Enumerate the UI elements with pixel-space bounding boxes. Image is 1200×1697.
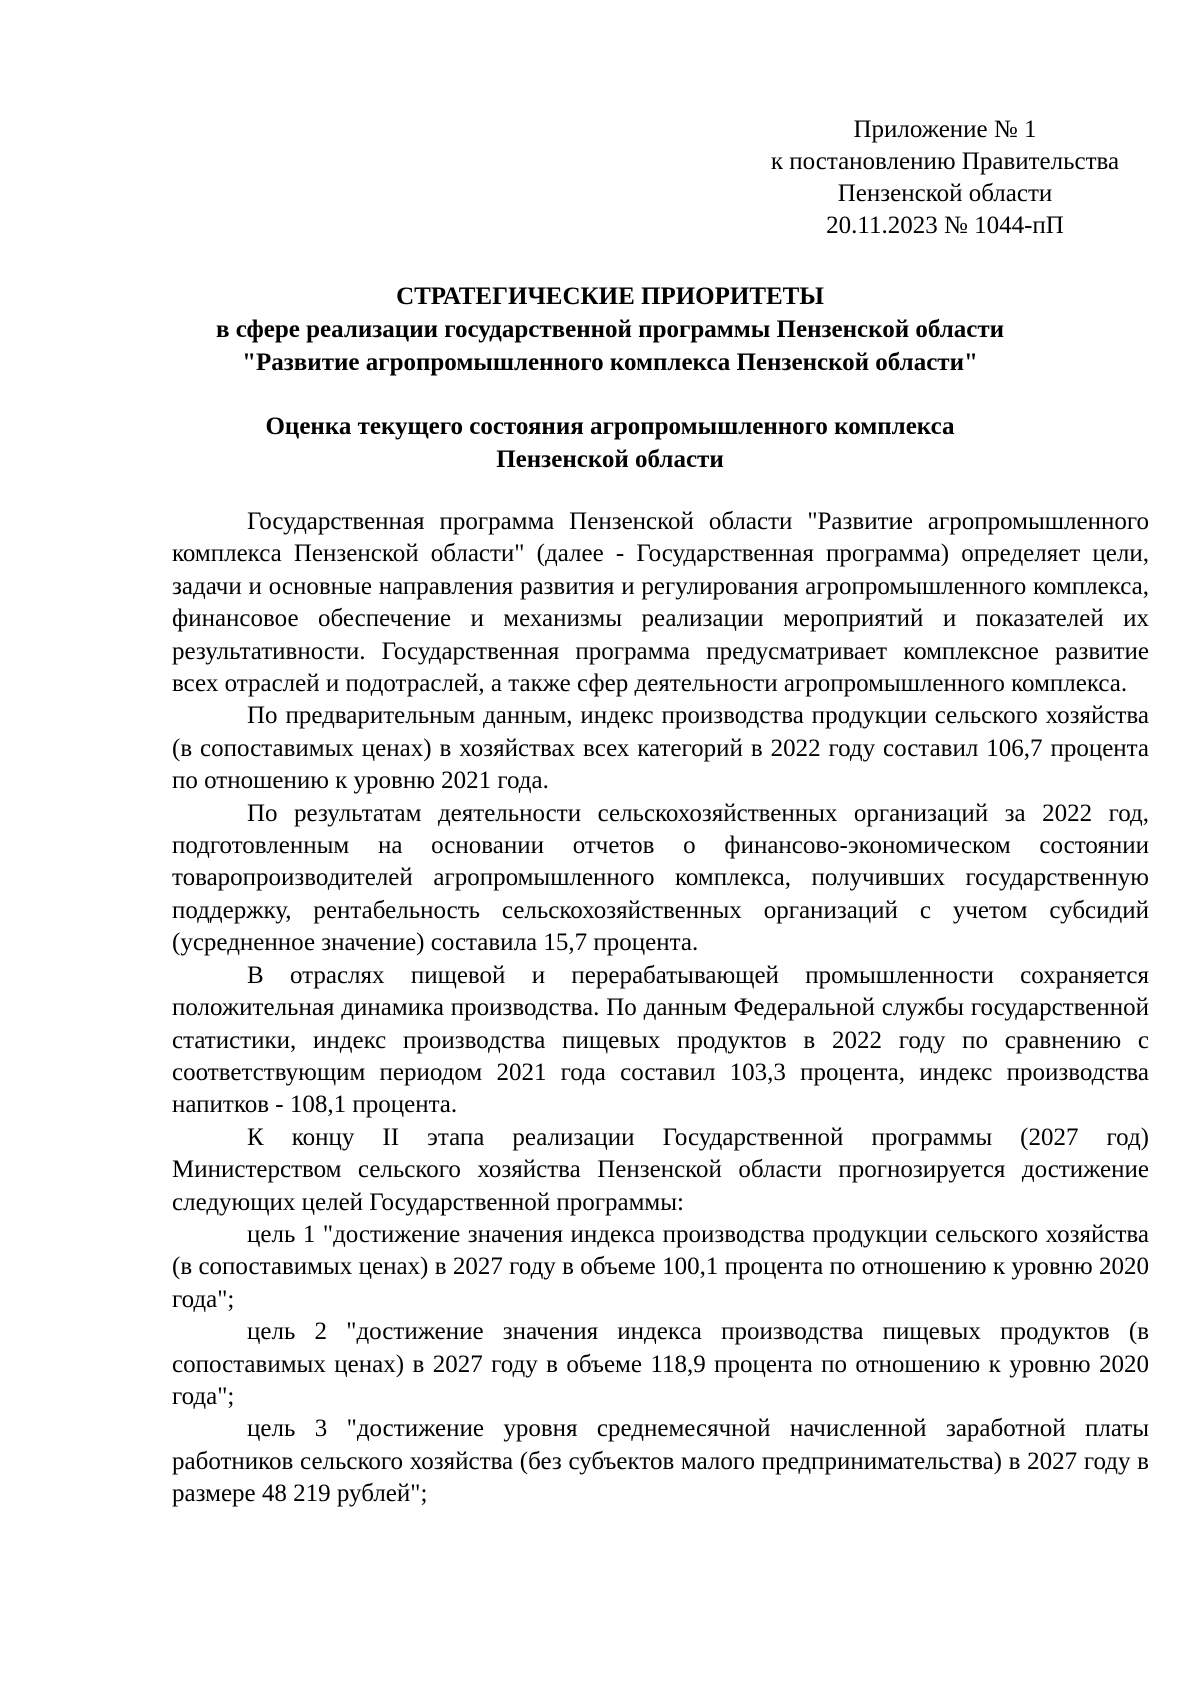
appendix-resolution-ref: к постановлению Правительства	[770, 148, 1120, 175]
title-line-3: "Развитие агропромышленного комплекса Пензенской области"	[242, 349, 978, 376]
section-heading	[150, 410, 1070, 476]
title-line-1: СТРАТЕГИЧЕСКИЕ ПРИОРИТЕТЫ	[396, 283, 824, 310]
appendix-header	[730, 114, 1160, 242]
appendix-number: Приложение № 1	[853, 116, 1037, 143]
document-title	[150, 280, 1070, 379]
title-line-2: в сфере реализации государственной программы Пензенской области	[215, 316, 1005, 343]
section-heading-line-1: Оценка текущего состояния агропромышленного комплекса	[265, 413, 955, 440]
goal-item-1: цель 1 "достижение значения индекса производства продукции сельского хозяйства (в сопоставимых ценах) в 2027 году в объеме 100,1 процента по отношению к уровню 2020 года";	[172, 1220, 1149, 1313]
paragraph-profitability: По результатам деятельности сельскохозяйственных организаций за 2022 год, подготовленным на основании отчетов о финансово-экономическом состоянии товаропроизводителей агропромышленного комплекса, получивших государственную поддержку, рентабельность сельскохозяйственных организаций с учетом субсидий (усредненное значение) составила 15,7 процента.	[172, 799, 1149, 957]
paragraph-food-industry: В отраслях пищевой и перерабатывающей промышленности сохраняется положительная динамика производства. По данным Федеральной службы государственной статистики, индекс производства пищевых продуктов в 2022 году по сравнению с соответствующим периодом 2021 года составил 103,3 процента, индекс производства напитков - 108,1 процента.	[172, 961, 1149, 1119]
paragraph-goals-intro: К концу II этапа реализации Государственной программы (2027 год) Министерством сельского хозяйства Пензенской области прогнозируется достижение следующих целей Государственной программы:	[172, 1123, 1149, 1216]
appendix-date-number: 20.11.2023 № 1044-пП	[826, 212, 1064, 239]
document-body	[172, 506, 1149, 1511]
goal-item-2: цель 2 "достижение значения индекса производства пищевых продуктов (в сопоставимых ценах) в 2027 году в объеме 118,9 процента по отношению к уровню 2020 года";	[172, 1318, 1149, 1410]
appendix-region: Пензенской области	[837, 180, 1053, 207]
paragraph-production-index: По предварительным данным, индекс производства продукции сельского хозяйства (в сопоставимых ценах) в хозяйствах всех категорий в 2022 году составил 106,7 процента по отношению к уровню 2021 года.	[172, 702, 1149, 795]
paragraph-program-overview: Государственная программа Пензенской области "Развитие агропромышленного комплекса Пензенской области" (далее - Государственная программа) определяет цели, задачи и основные направления развития и регулирования агропромышленного комплекса, финансовое обеспечение и механизмы реализации мероприятий и показателей их результативности. Государственная программа предусматривает комплексное развитие всех отраслей и подотраслей, а также сфер деятельности агропромышленного комплекса.	[172, 508, 1149, 698]
goal-item-3: цель 3 "достижение уровня среднемесячной начисленной заработной платы работников сельского хозяйства (без субъектов малого предпринимательства) в 2027 году в размере 48 219 рублей";	[172, 1415, 1149, 1508]
section-heading-line-2: Пензенской области	[496, 446, 724, 473]
